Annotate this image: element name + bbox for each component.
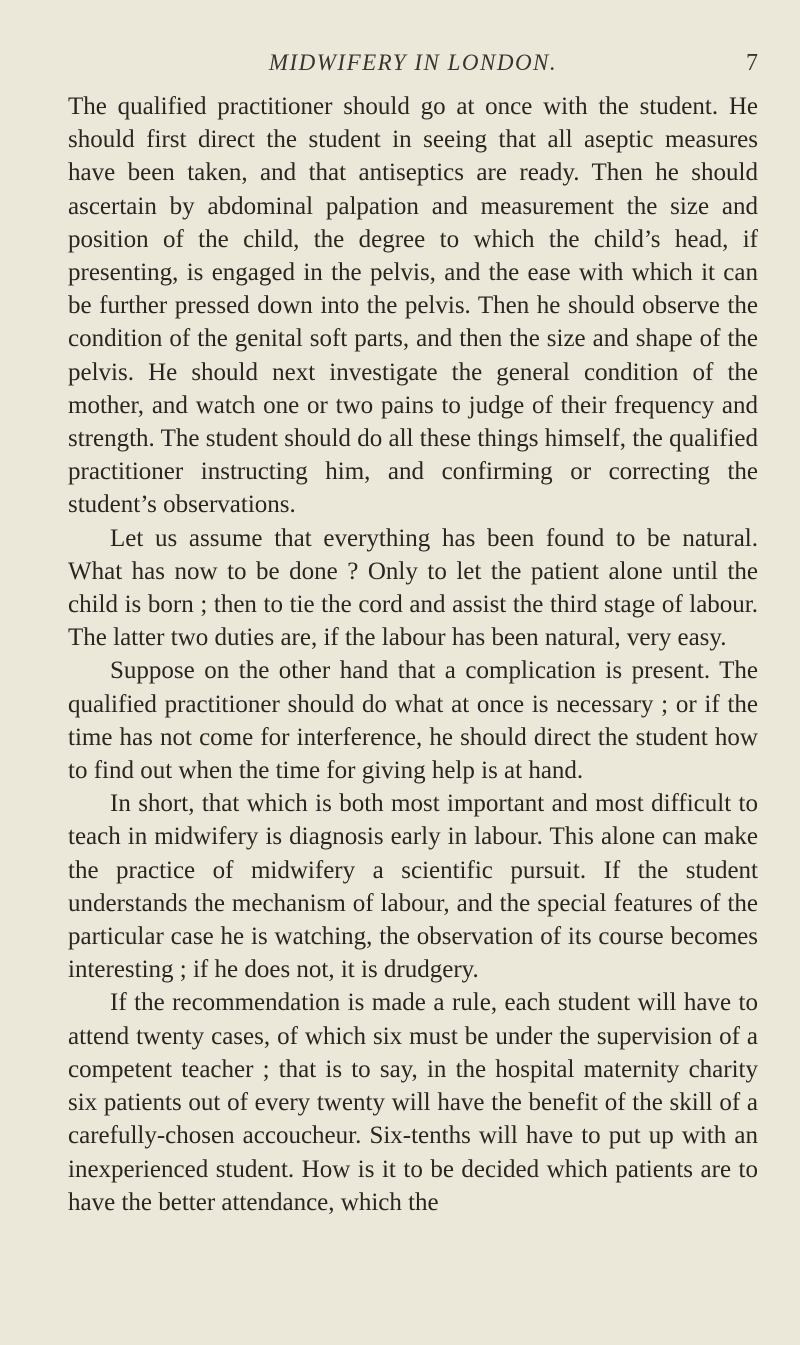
body-text xyxy=(68,90,758,1219)
running-head: MIDWIFERY IN LONDON. xyxy=(268,50,558,75)
paragraph-4: In short, that which is both most important and most difficult to teach in midwifery is diagnosis early in labour. This alone can make the practice of midwifery a scientific pursuit. If the student understands the mechanism of labour, and the special features of the particular case he is watching, the observation of its course becomes interesting ; if he does not, it is drudgery. xyxy=(68,790,758,984)
paragraph-5: If the recommendation is made a rule, each student will have to attend twenty cases, of which six must be under the supervision of a competent teacher ; that is to say, in the hospital maternity charity six patients out of every twenty will have the benefit of the skill of a carefully-chosen accoucheur. Six-tenths will have to put up with an inexperienced student. How is it to be decided which patients are to have the better attendance, which the xyxy=(68,989,758,1216)
paragraph-2: Let us assume that everything has been found to be natural. What has now to be done ? Only to let the patient alone until the child is born ; then to tie the cord and assist the third stage of labour. The latter two duties are, if the labour has been natural, very easy. xyxy=(68,524,758,652)
page-header xyxy=(68,50,758,86)
paragraph-1: The qualified practitioner should go at once with the student. He should first direct the student in seeing that all aseptic measures have been taken, and that antiseptics are ready. Then he should ascertain by abdominal palpation and measurement the size and position of the child, the degree to which the child’s head, if presenting, is engaged in the pelvis, and the ease with which it can be further pressed down into the pelvis. Then he should observe the condition of the genital soft parts, and then the size and shape of the pelvis. He should next investigate the general condition of the mother, and watch one or two pains to judge of their frequency and strength. The student should do all these things himself, the qualified practitioner instructing him, and confirming or correcting the student’s observations. xyxy=(68,93,758,519)
page-number: 7 xyxy=(746,50,758,76)
paragraph-3: Suppose on the other hand that a complication is present. The qualified practitioner should do what at once is necessary ; or if the time has not come for interference, he should direct the student how to find out when the time for giving help is at hand. xyxy=(68,657,758,785)
